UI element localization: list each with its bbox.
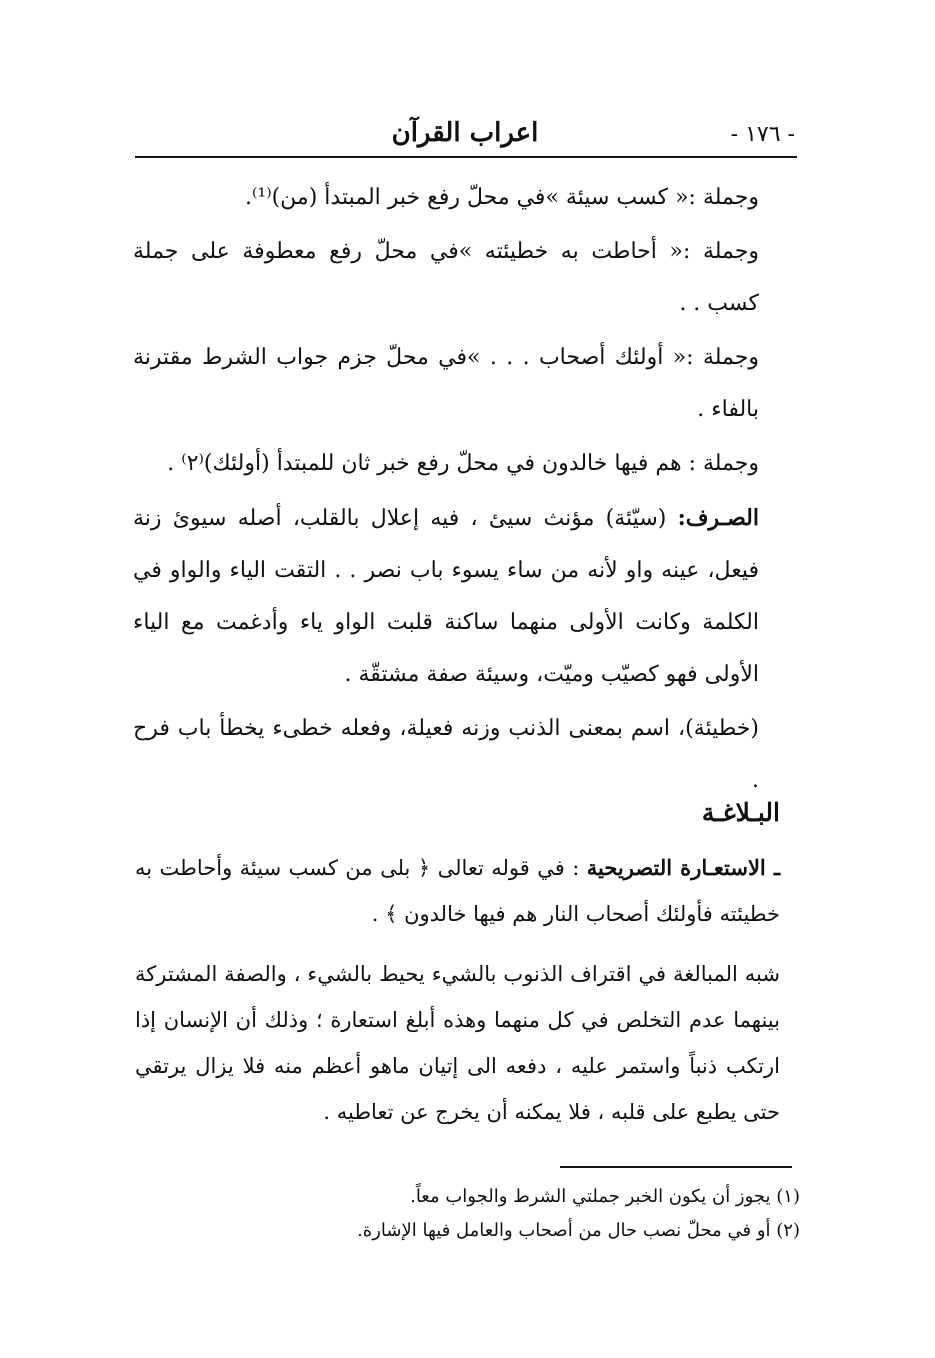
footnotes [280, 1180, 800, 1248]
sarf-text: (سيّئة) مؤنث سيئ ، فيه إعلال بالقلب، أصله سيوئ زنة فيعل، عينه واو لأنه من ساء يسوء باب نصر . . التقت الياء والواو في الكلمة وكانت الأولى منهما ساكنة قلبت الواو ياء وأدغمت مع الياء الأولى فهو كصيّب وميّت، وسيئة صفة مشتقّة . [133, 506, 759, 687]
paragraph-ahatat: وجملة :« أحاطت به خطيئته »في محلّ رفع معطوفة على جملة كسب . . [133, 239, 759, 316]
istiara-verse: : في قوله تعالى ﴿ بلى من كسب سيئة وأحاطت به خطيئته فأولئك أصحاب النار هم فيها خالدون ﴾ . [135, 856, 780, 926]
page-header [135, 110, 795, 154]
paragraph-ulaika: وجملة :« أولئك أصحاب . . . »في محلّ جزم جواب الشرط مقترنة بالفاء . [133, 345, 759, 422]
page-number: - ١٧٦ - [730, 122, 795, 147]
footnote-rule [560, 1166, 792, 1168]
sarf-label: الصـرف: [677, 505, 759, 531]
paragraph-sarf [133, 492, 759, 701]
balagha-section [120, 798, 780, 1135]
header-rule [135, 156, 797, 158]
paragraph-kasaba: وجملة :« كسب سيئة »في محلّ رفع خبر المبتدأ (من)⁽¹⁾. [244, 185, 759, 210]
balagha-text [135, 845, 780, 1135]
book-title: اعراب القرآن [391, 118, 539, 148]
balagha-explanation: شبه المبالغة في اقتراف الذنوب بالشيء يحيط بالشيء ، والصفة المشتركة بينهما عدم التخلص في كل منهما وهذه أبلغ استعارة ؛ وذلك أن الإنسان إذا ارتكب ذنباً واستمر عليه ، دفعه الى إتيان ماهو أعظم منه فلا يزال يرتقي حتى يطبع على قلبه ، فلا يمكنه أن يخرج عن تعاطيه . [135, 962, 780, 1124]
istiara-label: ـ الاستعـارة التصريحية [586, 855, 780, 880]
footnote-1: (١) يجوز أن يكون الخبر جملتي الشرط والجواب معاً. [410, 1186, 800, 1207]
section-title: البـلاغـة [701, 798, 780, 827]
balagha-intro [135, 845, 780, 937]
paragraph-khalidun: وجملة : هم فيها خالدون في محلّ رفع خبر ثان للمبتدأ (أولئك)⁽٢⁾ . [167, 451, 759, 476]
footnote-2: (٢) أو في محلّ نصب حال من أصحاب والعامل فيها الإشارة. [357, 1220, 800, 1241]
main-text [133, 172, 759, 807]
paragraph-khatia: (خطيئة)، اسم بمعنى الذنب وزنه فعيلة، وفعله خطىء يخطأ باب فرح . [133, 716, 759, 793]
